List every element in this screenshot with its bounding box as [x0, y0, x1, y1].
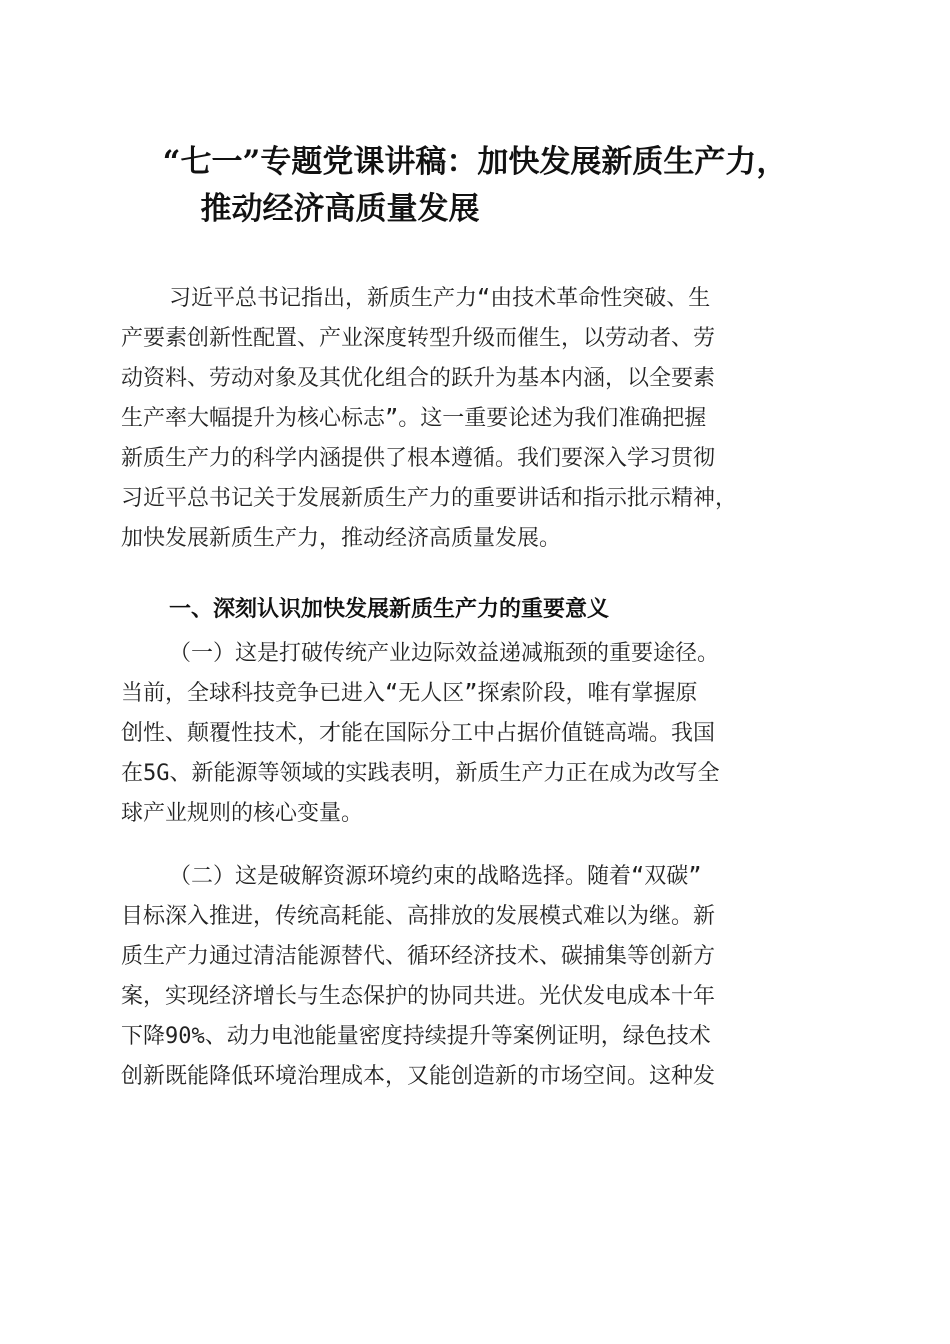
- document-title-line-1: “七一”专题党课讲稿：加快发展新质生产力，: [162, 144, 788, 180]
- paragraph-line: （一）这是打破传统产业边际效益递减瓶颈的重要途径。: [169, 641, 720, 666]
- paragraph-line: 目标深入推进，传统高耗能、高排放的发展模式难以为继。新: [121, 904, 716, 929]
- paragraph-line: 新质生产力的科学内涵提供了根本遵循。我们要深入学习贯彻: [121, 446, 716, 471]
- paragraph-line: 球产业规则的核心变量。: [121, 801, 364, 826]
- paragraph-line: 在5G、新能源等领域的实践表明，新质生产力正在成为改写全: [121, 761, 720, 786]
- paragraph-line: （二）这是破解资源环境约束的战略选择。随着“双碳”: [169, 864, 702, 889]
- paragraph-line: 创性、颠覆性技术，才能在国际分工中占据价值链高端。我国: [121, 721, 716, 746]
- paragraph-line: 创新既能降低环境治理成本，又能创造新的市场空间。这种发: [121, 1064, 716, 1089]
- paragraph-line: 习近平总书记指出，新质生产力“由技术革命性突破、生: [169, 286, 711, 311]
- document-title-line-2: 推动经济高质量发展: [200, 191, 480, 227]
- intro-paragraph: [121, 279, 841, 559]
- paragraph-line: 加快发展新质生产力，推动经济高质量发展。: [121, 526, 562, 551]
- paragraph-line: 当前，全球科技竞争已进入“无人区”探索阶段，唯有掌握原: [121, 681, 698, 706]
- paragraph-line: 习近平总书记关于发展新质生产力的重要讲话和指示批示精神，: [121, 486, 738, 511]
- paragraph-line: 质生产力通过清洁能源替代、循环经济技术、碳捕集等创新方: [121, 944, 716, 969]
- paragraph-line: 生产率大幅提升为核心标志”。这一重要论述为我们准确把握: [121, 406, 707, 431]
- paragraph-line: 产要素创新性配置、产业深度转型升级而催生，以劳动者、劳: [121, 326, 716, 351]
- paragraph-line: 动资料、劳动对象及其优化组合的跃升为基本内涵，以全要素: [121, 366, 716, 391]
- section-heading: 一、深刻认识加快发展新质生产力的重要意义: [169, 597, 610, 622]
- paragraph-line: 案，实现经济增长与生态保护的协同共进。光伏发电成本十年: [121, 984, 716, 1009]
- paragraph-1: [121, 634, 841, 834]
- paragraph-line: 下降90%、动力电池能量密度持续提升等案例证明，绿色技术: [121, 1024, 711, 1049]
- paragraph-2: [121, 857, 841, 1097]
